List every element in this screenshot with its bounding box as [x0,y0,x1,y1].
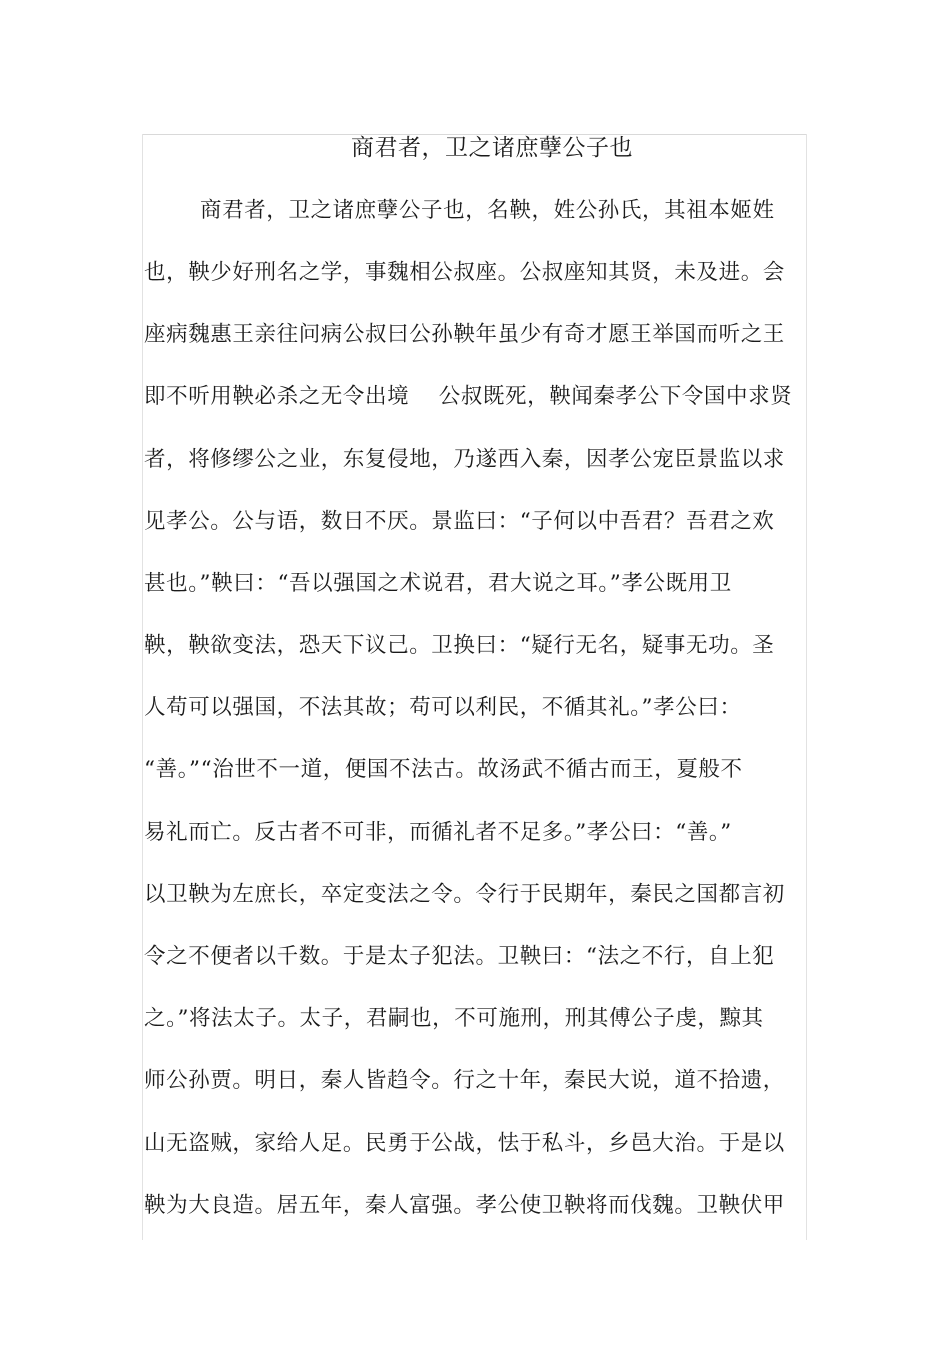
text-line: 商君者，卫之诸庶孽公子也，名鞅，姓公孙氏，其祖本姬姓 [200,198,775,223]
text-line: 者，将修缪公之业，东复侵地，乃遂西入秦，因孝公宠臣景监以求 [144,447,785,472]
text-line: 易礼而亡。反古者不可非，而循礼者不足多。”孝公曰：“善。” [144,820,732,845]
text-line: 令之不便者以千数。于是太子犯法。卫鞅曰：“法之不行，自上犯 [144,944,775,969]
text-line: 鞅，鞅欲变法，恐天下议己。卫换曰：“疑行无名，疑事无功。圣 [144,633,775,658]
text-line: 鞅为大良造。居五年，秦人富强。孝公使卫鞅将而伐魏。卫鞅伏甲 [144,1193,785,1218]
text-line: 甚也。”鞅曰：“吾以强国之术说君，君大说之耳。”孝公既用卫 [144,571,732,596]
text-line: 也，鞅少好刑名之学，事魏相公叔座。公叔座知其贤，未及进。会 [144,260,785,285]
text-line: 座病魏惠王亲往问病公叔曰公孙鞅年虽少有奇才愿王举国而听之王 [144,322,785,347]
text-line: 以卫鞅为左庶长，卒定变法之令。令行于民期年，秦民之国都言初 [144,882,785,907]
text-line: 师公孙贾。明日，秦人皆趋令。行之十年，秦民大说，道不拾遗， [144,1068,785,1093]
text-line: 人苟可以强国，不法其故；苟可以利民，不循其礼。”孝公曰： [144,695,742,720]
text-line: 山无盗贼，家给人足。民勇于公战，怯于私斗，乡邑大治。于是以 [144,1131,785,1156]
page-frame-right [806,134,807,1240]
text-line: 之。”将法太子。太子，君嗣也，不可施刑，刑其傅公子虔，黥其 [144,1006,764,1031]
document-title: 商君者，卫之诸庶孽公子也 [351,135,633,161]
text-line: 即不听用鞅必杀之无令出境 公叔既死，鞅闻秦孝公下令国中求贤 [144,384,793,409]
text-line: “善。”“治世不一道，便国不法古。故汤武不循古而王，夏般不 [144,757,743,782]
page-frame-left [142,134,143,1240]
text-line: 见孝公。公与语，数日不厌。景监曰：“子何以中吾君？吾君之欢 [144,509,775,534]
